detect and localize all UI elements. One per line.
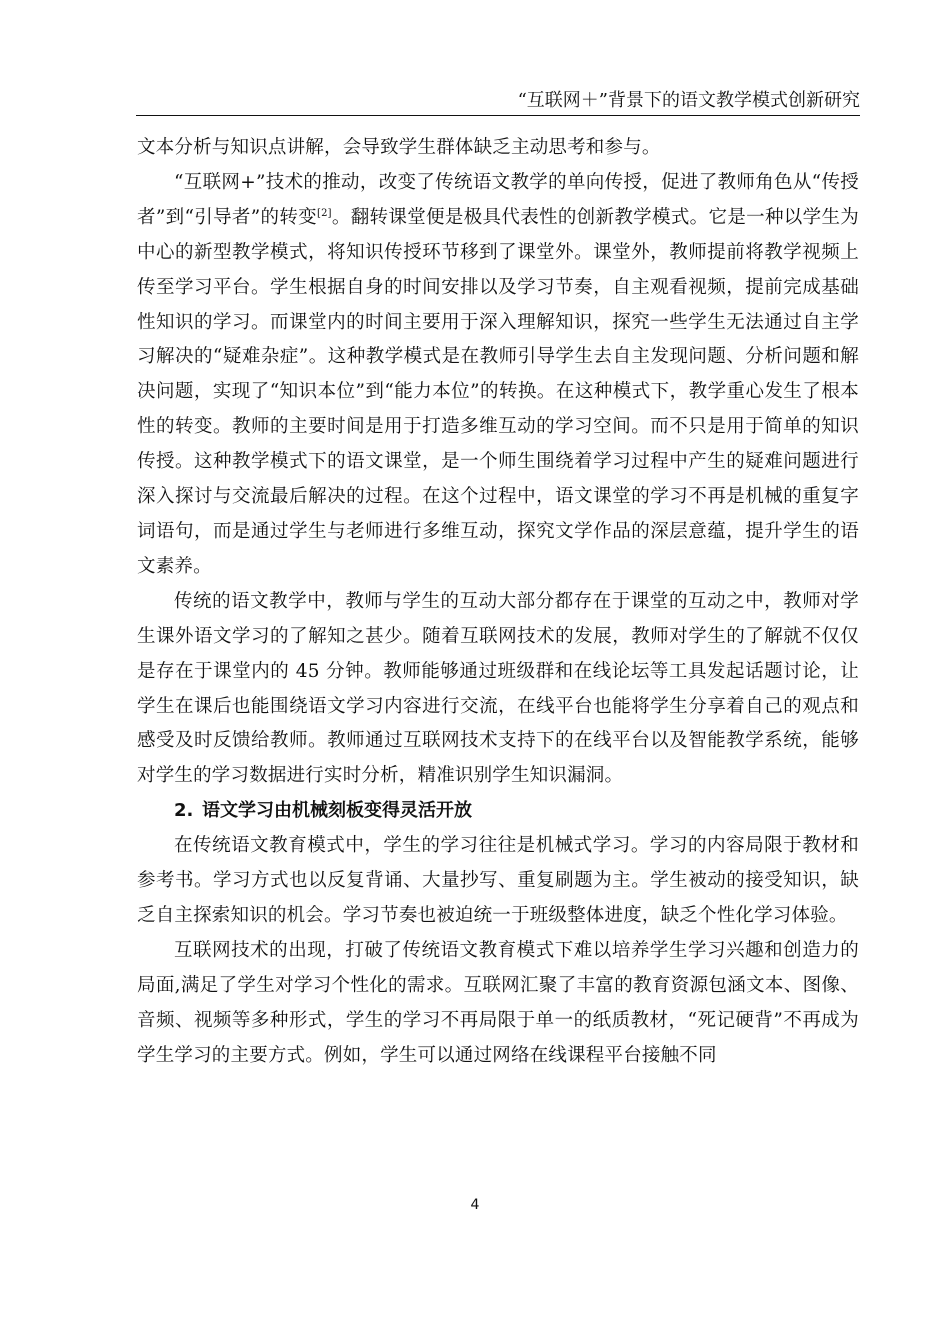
paragraph-teacher-student-interaction: 传统的语文教学中，教师与学生的互动大部分都存在于课堂的互动之中，教师对学生课外语文学习的了解知之甚少。随着互联网技术的发展，教师对学生的了解就不仅仅是存在于课堂内的 45 分钟。教师能够通过班级群和在线论坛等工具发起话题讨论，让学生在课后也能围绕语文学习内容进行交流，在线平台也能将学生分享着自己的观点和感受及时反馈给教师。教师通过互联网技术支持下的在线平台以及智能教学系统，能够对学生的学习数据进行实时分析，精准识别学生知识漏洞。: [137, 590, 859, 787]
paragraph-traditional-learning: 在传统语文教育模式中，学生的学习往往是机械式学习。学习的内容局限于教材和参考书。学习方式也以反复背诵、大量抄写、重复刷题为主。学生被动的接受知识，缺乏自主探索知识的机会。学习节奏也被迫统一于班级整体进度，缺乏个性化学习体验。: [137, 835, 859, 926]
section-heading: [137, 794, 859, 829]
header-rule: [136, 115, 860, 116]
paragraph-flipped-classroom: [137, 166, 859, 585]
running-header: “互联网＋”背景下的语文教学模式创新研究: [517, 90, 860, 111]
section-heading-text: 语文学习由机械刻板变得灵活开放: [202, 800, 472, 822]
citation-marker: [2]: [317, 207, 332, 219]
paragraph-text: “互联网+”技术的推动，改变了传统语文教学的单向传授，促进了教师角色从“传授者”到“引导者”的转变: [137, 171, 859, 228]
paragraph-internet-resources: 互联网技术的出现，打破了传统语文教育模式下难以培养学生学习兴趣和创造力的局面,满足了学生对学习个性化的需求。互联网汇聚了丰富的教育资源包涵文本、图像、音频、视频等多种形式，学生的学习不再局限于单一的纸质教材，“死记硬背”不再成为学生学习的主要方式。例如，学生可以通过网络在线课程平台接触不同: [137, 939, 859, 1066]
section-heading-number: 2.: [174, 800, 194, 822]
paragraph-continuation: 文本分析与知识点讲解，会导致学生群体缺乏主动思考和参与。: [137, 137, 661, 158]
body-text: [137, 131, 859, 1073]
page-number: 4: [470, 1197, 480, 1213]
paragraph-text: 。翻转课堂便是极具代表性的创新教学模式。它是一种以学生为中心的新型教学模式，将知识传授环节移到了课堂外。课堂外，教师提前将教学视频上传至学习平台。学生根据自身的时间安排以及学习节奏，自主观看视频，提前完成基础性知识的学习。而课堂内的时间主要用于深入理解知识，探究一些学生无法通过自主学习解决的“疑难杂症”。这种教学模式是在教师引导学生去自主发现问题、分析问题和解决问题，实现了“知识本位”到“能力本位”的转换。在这种模式下，教学重心发生了根本性的转变。教师的主要时间是用于打造多维互动的学习空间。而不只是用于简单的知识传授。这种教学模式下的语文课堂，是一个师生围绕着学习过程中产生的疑难问题进行深入探讨与交流最后解决的过程。在这个过程中，语文课堂的学习不再是机械的重复字词语句，而是通过学生与老师进行多维互动，探究文学作品的深层意蕴，提升学生的语文素养。: [137, 206, 860, 577]
